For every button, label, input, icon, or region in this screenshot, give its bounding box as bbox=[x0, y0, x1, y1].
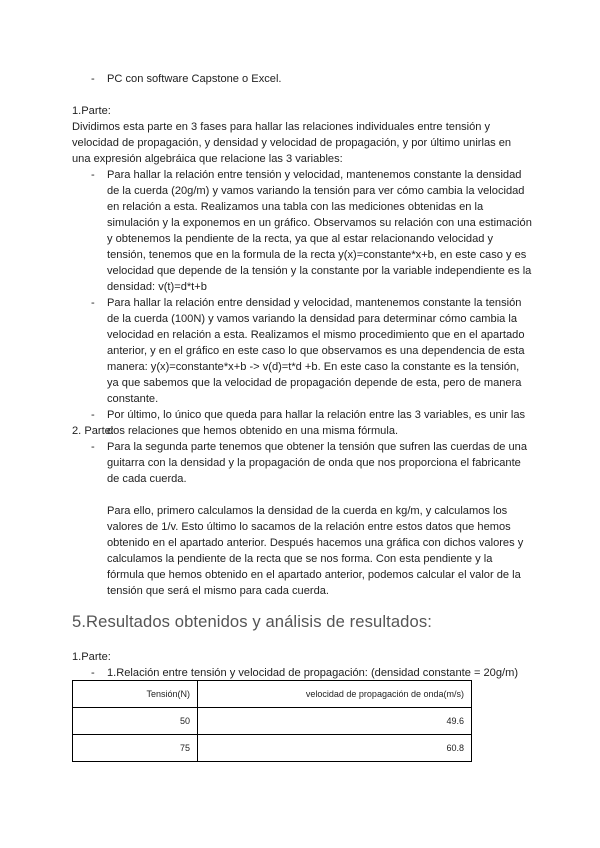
list-item bbox=[72, 71, 532, 87]
table-header-cell: velocidad de propagación de onda(m/s) bbox=[198, 681, 472, 708]
bullet-dash: - bbox=[91, 667, 95, 679]
bullet-dash: - bbox=[91, 409, 95, 421]
table-cell: 60.8 bbox=[198, 735, 472, 762]
part1-intro: Dividimos esta parte en 3 fases para hallar las relaciones individuales entre tensión y velocidad de propagación, y densidad y velocidad de propagación, y por último unirlas en una expresión algebráica que relacione las 3 variables: bbox=[72, 121, 512, 165]
part1-item-text: Para hallar la relación entre densidad y velocidad, mantenemos constante la tensión de la cuerda (100N) y vamos variando la densidad para determinar cómo cambia la velocidad en relación a esta. Realizamos el mismo procedimiento que en el apartado anterior, y en el gráfico en este caso lo que observamos es una dependencia de esta manera: y(x)=constante*x+b -> v(d)=t*d +b. En este caso la constante es la tensión, ya que sabemos que la velocidad de propagación depende de esta, pero de manera constante. bbox=[107, 297, 525, 405]
bullet-dash: - bbox=[91, 441, 95, 453]
table-header-row bbox=[73, 681, 472, 708]
part2-section bbox=[72, 423, 532, 599]
materials-list bbox=[72, 71, 532, 87]
part2-item-p2: Para ello, primero calculamos la densidad de la cuerda en kg/m, y calculamos los valores de 1/v. Esto último lo sacamos de la relación entre estos datos que hemos obtenido en el apartado anterior. Después hacemos una gráfica con dichos valores y calculamos la pendiente de la recta que se nos forma. Con esta pendiente y la fórmula que hemos obtenido en el apartado anterior, podemos calcular el valor de la tensión que será el mismo para cada cuerda. bbox=[107, 505, 524, 597]
materials-item-text: PC con software Capstone o Excel. bbox=[107, 73, 282, 85]
list-item bbox=[72, 167, 532, 295]
table-header-cell: Tensión(N) bbox=[73, 681, 198, 708]
results-part1 bbox=[72, 649, 532, 681]
list-item bbox=[72, 295, 532, 407]
table-row bbox=[73, 708, 472, 735]
bullet-dash: - bbox=[91, 169, 95, 181]
part1-item-text: Por último, lo único que queda para hallar la relación entre las 3 variables, es unir las dos relaciones que hemos obtenido en una misma fórmula. bbox=[107, 409, 526, 437]
part2-item-p1: Para la segunda parte tenemos que obtener la tensión que sufren las cuerdas de una guitarra con la densidad y la propagación de onda que nos proporciona el fabricante de cada cuerda. bbox=[107, 441, 528, 485]
bullet-dash: - bbox=[91, 297, 95, 309]
section-heading: 5.Resultados obtenidos y análisis de resultados: bbox=[72, 612, 432, 631]
list-item bbox=[72, 439, 532, 599]
table-cell: 75 bbox=[73, 735, 198, 762]
bullet-dash: - bbox=[91, 73, 95, 85]
table-row bbox=[73, 735, 472, 762]
part1-section bbox=[72, 103, 532, 439]
results-item-text: 1.Relación entre tensión y velocidad de propagación: (densidad constante = 20g/m) bbox=[107, 667, 519, 679]
table-cell: 50 bbox=[73, 708, 198, 735]
results-part-label: 1.Parte: bbox=[72, 651, 111, 663]
list-item bbox=[72, 665, 532, 681]
results-table bbox=[72, 680, 472, 762]
part1-item-text: Para hallar la relación entre tensión y velocidad, mantenemos constante la densidad de la cuerda (20g/m) y vamos variando la tensión para ver cómo cambia la velocidad en relación a esta. Realizamos una tabla con las mediciones obtenidas en la simulación y la exponemos en un gráfico. Observamos su relación con una estimación y obtenemos la pendiente de la recta, ya que al estar relacionando velocidad y tensión, tenemos que en la formula de la recta y(x)=constante*x+b, en este caso y es velocidad que depende de la tensión y la constante por la variable independiente es la densidad: v(t)=d*t+b bbox=[107, 169, 532, 293]
table-cell: 49.6 bbox=[198, 708, 472, 735]
part2-label: 2. Parte: bbox=[72, 425, 114, 437]
part1-label: 1.Parte: bbox=[72, 105, 111, 117]
